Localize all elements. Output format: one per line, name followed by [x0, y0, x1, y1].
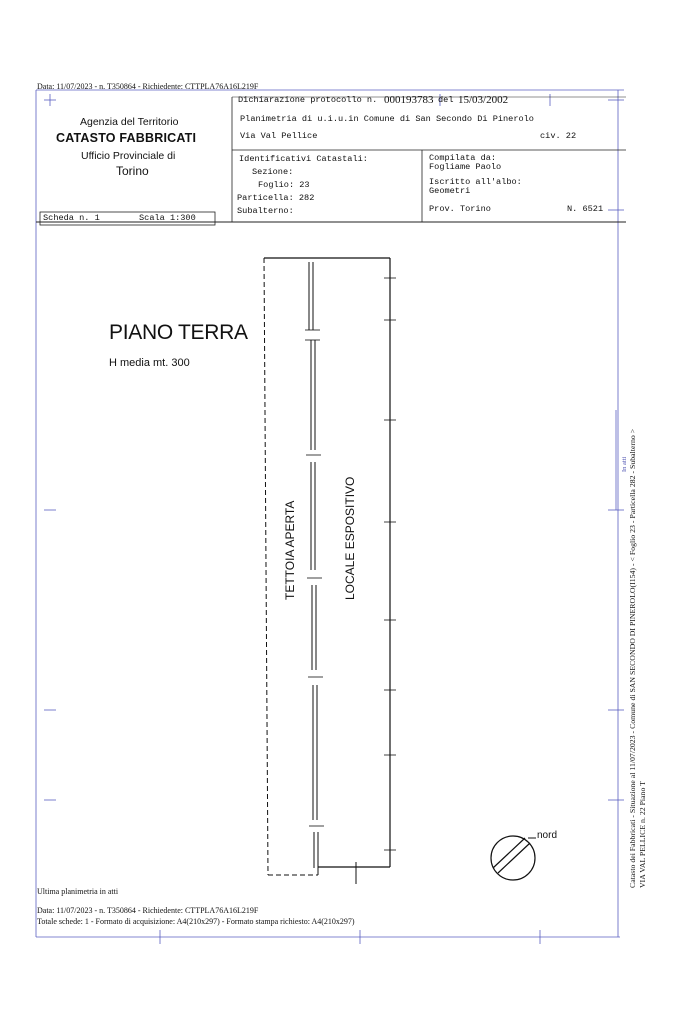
protocol-date: 15/03/2002 — [458, 94, 509, 106]
side-cadastral-info: Catasto dei Fabbricati - Situazione al 11/07/2023 - Comune di SAN SECONDO DI PINEROLO(I154) - < Foglio 23 - Particella 282 - Subalterno > — [628, 428, 637, 888]
registration-number: N. 6521 — [567, 204, 604, 214]
footer-ultima: Ultima planimetria in atti — [37, 887, 119, 896]
label-locale-espositivo: LOCALE ESPOSITIVO — [343, 476, 357, 600]
province-field: Prov. Torino — [429, 204, 491, 214]
office-city: Torino — [116, 164, 149, 178]
floor-height: H media mt. 300 — [109, 357, 190, 369]
agency-name: Agenzia del Territorio — [80, 116, 179, 128]
protocol-label: Dichiarazione protocollo n. — [238, 95, 378, 105]
north-arrow-icon — [491, 836, 536, 880]
header-request-info: Data: 11/07/2023 - n. T350864 - Richiedente: CTTPLA76A16L219F — [37, 82, 259, 91]
footer-request-info: Data: 11/07/2023 - n. T350864 - Richiedente: CTTPLA76A16L219F — [37, 906, 259, 915]
compilata-label: Compilata da: — [429, 153, 497, 163]
address-civ: civ. 22 — [540, 131, 577, 141]
side-stamp: In atti — [621, 456, 628, 472]
floor-title: PIANO TERRA — [109, 321, 248, 344]
office-label: Ufficio Provinciale di — [81, 150, 176, 162]
compilata-name: Fogliame Paolo — [429, 162, 502, 172]
sezione-field: Sezione: — [252, 167, 294, 177]
albo-label: Iscritto all'albo: — [429, 177, 522, 187]
side-address-info: VIA VAL PELLICE n. 22 Piano T — [638, 781, 647, 888]
planimetria-description: Planimetria di u.i.u.in Comune di San Secondo Di Pinerolo — [240, 114, 534, 124]
identificativi-title: Identificativi Catastali: — [239, 154, 368, 164]
north-label: nord — [537, 830, 558, 841]
scheda-number: Scheda n. 1 — [43, 213, 100, 223]
catasto-title: CATASTO FABBRICATI — [56, 131, 197, 145]
foglio-field: Foglio: 23 — [258, 180, 310, 190]
albo-value: Geometri — [429, 186, 471, 196]
protocol-date-label: del — [438, 95, 454, 105]
particella-field: Particella: 282 — [237, 193, 315, 203]
label-tettoia-aperta: TETTOIA APERTA — [283, 500, 297, 600]
address-street: Via Val Pellice — [240, 131, 318, 141]
footer-totals: Totale schede: 1 - Formato di acquisizione: A4(210x297) - Formato stampa richiesto: A4(210x297) — [37, 917, 355, 926]
subalterno-field: Subalterno: — [237, 206, 294, 216]
scala-value: Scala 1:300 — [139, 213, 196, 223]
protocol-number: 000193783 — [384, 94, 434, 106]
